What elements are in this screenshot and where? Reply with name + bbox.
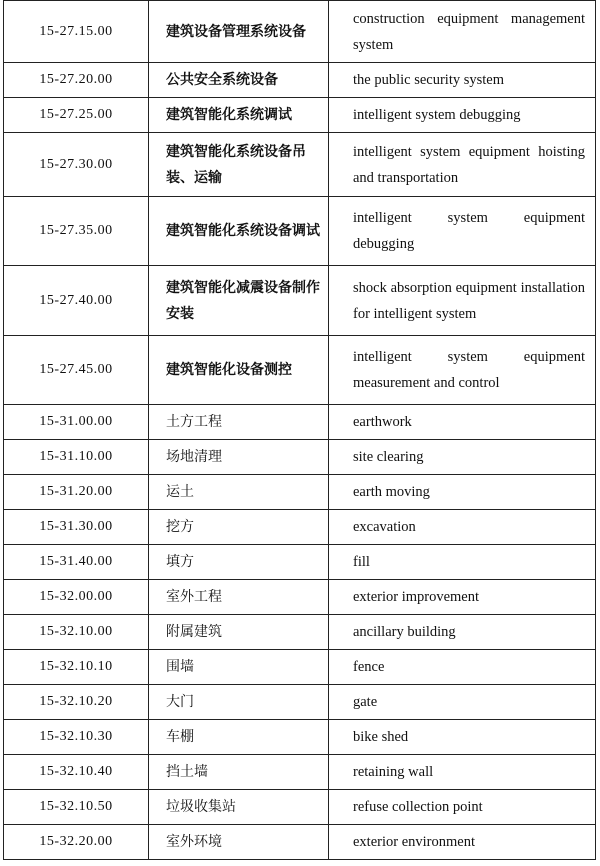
term-code: 15-27.25.00: [4, 98, 149, 133]
term-chinese: 建筑智能化减震设备制作安装: [149, 266, 329, 336]
table-body: [4, 1, 596, 860]
terminology-table: [3, 0, 596, 860]
term-english: excavation: [329, 510, 596, 545]
term-code: 15-27.30.00: [4, 133, 149, 197]
table-row: [4, 440, 596, 475]
table-row: [4, 755, 596, 790]
term-english: construction equipment management system: [329, 1, 596, 63]
term-chinese: 附属建筑: [149, 615, 329, 650]
table-row: [4, 336, 596, 405]
term-english: site clearing: [329, 440, 596, 475]
term-chinese: 挡土墙: [149, 755, 329, 790]
term-code: 15-31.40.00: [4, 545, 149, 580]
table-row: [4, 615, 596, 650]
term-code: 15-31.00.00: [4, 405, 149, 440]
term-english: earthwork: [329, 405, 596, 440]
term-chinese: 大门: [149, 685, 329, 720]
term-chinese: 挖方: [149, 510, 329, 545]
table-row: [4, 545, 596, 580]
term-english: shock absorption equipment installation for intelligent system: [329, 266, 596, 336]
term-code: 15-32.10.50: [4, 790, 149, 825]
term-english: refuse collection point: [329, 790, 596, 825]
term-code: 15-31.20.00: [4, 475, 149, 510]
term-english: intelligent system equipment hoisting and transportation: [329, 133, 596, 197]
term-chinese: 公共安全系统设备: [149, 63, 329, 98]
term-english: retaining wall: [329, 755, 596, 790]
table-row: [4, 1, 596, 63]
term-chinese: 围墙: [149, 650, 329, 685]
term-english: exterior improvement: [329, 580, 596, 615]
term-chinese: 运土: [149, 475, 329, 510]
table-row: [4, 133, 596, 197]
table-row: [4, 685, 596, 720]
term-code: 15-27.40.00: [4, 266, 149, 336]
term-chinese: 场地清理: [149, 440, 329, 475]
term-code: 15-31.10.00: [4, 440, 149, 475]
table-row: [4, 98, 596, 133]
term-chinese: 建筑设备管理系统设备: [149, 1, 329, 63]
table-row: [4, 63, 596, 98]
term-english: fill: [329, 545, 596, 580]
term-english: the public security system: [329, 63, 596, 98]
term-english: intelligent system equipment debugging: [329, 197, 596, 266]
table-row: [4, 825, 596, 860]
term-code: 15-32.10.30: [4, 720, 149, 755]
term-chinese: 室外环境: [149, 825, 329, 860]
term-chinese: 车棚: [149, 720, 329, 755]
term-chinese: 建筑智能化设备测控: [149, 336, 329, 405]
term-code: 15-32.10.40: [4, 755, 149, 790]
table-row: [4, 720, 596, 755]
term-chinese: 建筑智能化系统设备吊装、运输: [149, 133, 329, 197]
term-code: 15-32.20.00: [4, 825, 149, 860]
table-row: [4, 510, 596, 545]
term-code: 15-27.45.00: [4, 336, 149, 405]
table-row: [4, 650, 596, 685]
term-code: 15-27.20.00: [4, 63, 149, 98]
term-code: 15-32.00.00: [4, 580, 149, 615]
table-row: [4, 266, 596, 336]
term-code: 15-32.10.10: [4, 650, 149, 685]
term-english: exterior environment: [329, 825, 596, 860]
table-row: [4, 197, 596, 266]
term-english: intelligent system debugging: [329, 98, 596, 133]
term-chinese: 室外工程: [149, 580, 329, 615]
term-code: 15-32.10.20: [4, 685, 149, 720]
term-code: 15-32.10.00: [4, 615, 149, 650]
term-english: gate: [329, 685, 596, 720]
table-row: [4, 790, 596, 825]
term-code: 15-31.30.00: [4, 510, 149, 545]
table-row: [4, 475, 596, 510]
table-row: [4, 405, 596, 440]
table-row: [4, 580, 596, 615]
term-chinese: 建筑智能化系统调试: [149, 98, 329, 133]
term-english: earth moving: [329, 475, 596, 510]
term-chinese: 建筑智能化系统设备调试: [149, 197, 329, 266]
term-chinese: 垃圾收集站: [149, 790, 329, 825]
term-english: bike shed: [329, 720, 596, 755]
term-chinese: 土方工程: [149, 405, 329, 440]
term-code: 15-27.15.00: [4, 1, 149, 63]
term-code: 15-27.35.00: [4, 197, 149, 266]
term-english: intelligent system equipment measurement and control: [329, 336, 596, 405]
term-chinese: 填方: [149, 545, 329, 580]
term-english: fence: [329, 650, 596, 685]
term-english: ancillary building: [329, 615, 596, 650]
